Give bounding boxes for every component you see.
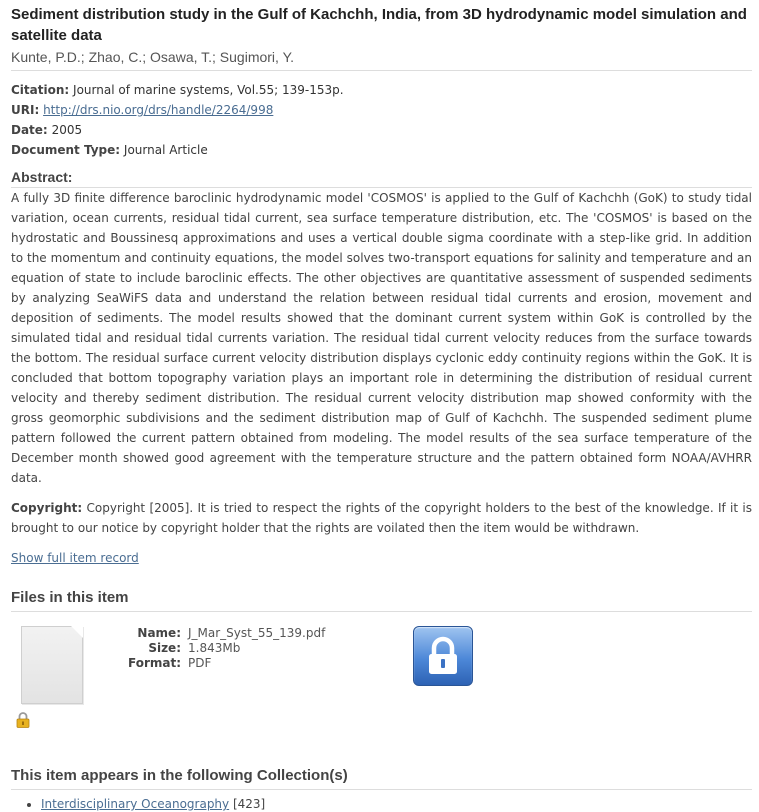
file-format-row xyxy=(121,656,325,671)
citation-value: Journal of marine systems, Vol.55; 139-153p. xyxy=(73,83,344,97)
document-type-value: Journal Article xyxy=(123,143,208,157)
file-size-value: 1.843Mb xyxy=(188,641,241,655)
file-format-label: Format: xyxy=(127,656,181,670)
citation-row xyxy=(11,80,752,100)
file-name-value: J_Mar_Syst_55_139.pdf xyxy=(188,626,326,640)
citation-label: Citation: xyxy=(11,83,70,97)
files-heading: Files in this item xyxy=(11,588,752,612)
collection-link[interactable]: Interdisciplinary Oceanography xyxy=(41,797,230,811)
file-size-label: Size: xyxy=(148,641,181,655)
item-metadata xyxy=(11,80,752,160)
uri-link[interactable]: http://drs.nio.org/drs/handle/2264/998 xyxy=(43,103,274,117)
collection-item xyxy=(41,796,752,812)
abstract-text: A fully 3D finite difference baroclinic hydrodynamic model 'COSMOS' is applied to the Gulf of Kachchh (GoK) to study tidal variation, ocean currents, residual tidal current, sea surface temperature distribution, etc. The 'COSMOS' is based on the hydrostatic and Boussinesq approximations and uses a vertical double sigma coordinate with a step-like grid. In addition to the momentum and continuity equations, the model solves two-transport equations for salinity and temperature and an equation of state to include baroclinic effects. The other objectives are quantitative assessment of suspended sediments by analyzing SeaWiFS data and understand the relation between residual tidal currents and erosion, movement and deposition of sediments. The model results showed that the dominant current system within GoK is controlled by the simulated tidal and residual tidal currents variation. The residual tidal current velocity reduces from the surface towards the bottom. The residual surface current velocity distribution displays cyclonic eddy continuity regions within the GoK. It is concluded that bottom topography variation plays an important role in determining the distribution of residual current velocity and thereby sediment distribution. The residual current velocity distribution map showed conformity with the gross geomorphic subdivisions and the sediment distribution map of Gulf of Kachchh. The suspended sediment plume pattern followed the current pattern obtained from modeling. The model results of the sea surface temperature of the December month showed good agreement with the temperature structure and the pattern obtained form NOAA/AVHRR data. xyxy=(11,191,752,485)
collections-heading: This item appears in the following Collection(s) xyxy=(11,766,752,790)
uri-row xyxy=(11,100,752,120)
restricted-access-lock-icon[interactable] xyxy=(413,626,473,686)
copyright-text: Copyright [2005]. It is tried to respect the rights of the copyright holders to the best of the knowledge. If it is brought to our notice by copyright holder that the rights are voilated then the item would be withdrawn. xyxy=(11,501,752,535)
file-entry xyxy=(11,612,752,752)
file-name-row xyxy=(121,626,325,641)
collection-count: [423] xyxy=(232,797,266,811)
copyright-block xyxy=(11,498,752,538)
document-type-label: Document Type: xyxy=(11,143,121,157)
date-row xyxy=(11,120,752,140)
item-authors: Kunte, P.D.; Zhao, C.; Osawa, T.; Sugimori, Y. xyxy=(11,47,752,71)
date-value: 2005 xyxy=(51,123,83,137)
file-thumbnail-icon[interactable] xyxy=(21,626,83,704)
lock-glyph-icon xyxy=(414,627,472,685)
file-size-row xyxy=(121,641,325,656)
file-format-value: PDF xyxy=(188,656,212,670)
file-info xyxy=(121,626,325,671)
abstract-heading: Abstract: xyxy=(11,167,752,188)
collections-list xyxy=(11,796,752,812)
show-full-record-link[interactable]: Show full item record xyxy=(11,551,139,565)
item-title: Sediment distribution study in the Gulf of Kachchh, India, from 3D hydrodynamic model simulation and satellite data xyxy=(11,6,747,44)
uri-label: URI: xyxy=(11,103,40,117)
copyright-label: Copyright: xyxy=(11,501,83,515)
small-lock-icon xyxy=(16,712,30,728)
date-label: Date: xyxy=(11,123,48,137)
document-type-row xyxy=(11,140,752,160)
file-name-label: Name: xyxy=(137,626,181,640)
